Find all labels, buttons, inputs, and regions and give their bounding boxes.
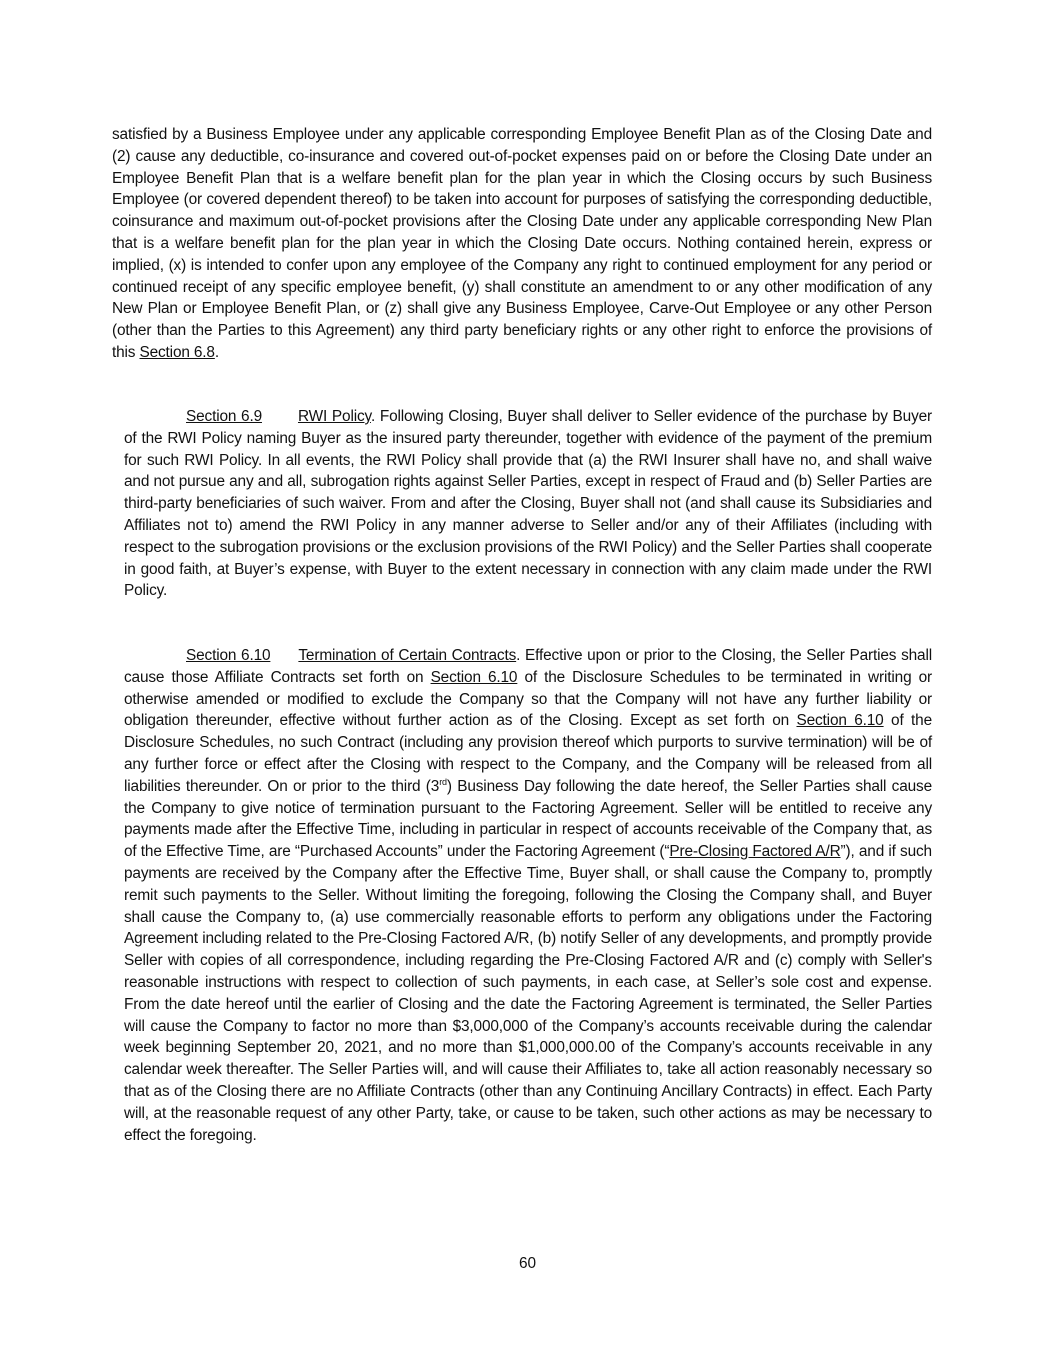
section-title-end: . — [516, 647, 521, 664]
section-title-end: . — [370, 408, 376, 425]
ordinal-superscript: rd — [439, 776, 447, 787]
section-body-part-3: of the Disclosure Schedules, no such Contract (including any provision thereof which purports to survive termination) will be of any further force or effect after the Closing with respect to the Company, and the Company will be released from all liabilities thereunder. On or prior to the third (3 — [124, 712, 933, 795]
section-number: Section 6.10 — [186, 647, 271, 664]
section-6-10-paragraph — [124, 645, 932, 1146]
paragraph-text: satisfied by a Business Employee under any applicable corresponding Employee Benefit Plan as of the Closing Date and (2) cause any deductible, co-insurance and covered out-of-pocket expenses paid on or before the Closing Date under an Employee Benefit Plan that is a welfare benefit plan for the plan year in which the Closing occurs by such Business Employee (or covered dependent thereof) to be taken into account for purposes of satisfying the corresponding deductible, coinsurance and maximum out-of-pocket provisions after the Closing Date under any applicable corresponding New Plan that is a welfare benefit plan for the plan year in which the Closing Date occurs. Nothing contained herein, express or implied, (x) is intended to confer upon any employee of the Company any right to continued employment for any period or continued receipt of any specific employee benefit, (y) shall constitute an amendment to or any other modification of any New Plan or Employee Benefit Plan, or (z) shall give any Business Employee, Carve-Out Employee or any other Person (other than the Parties to this Agreement) any third party beneficiary rights or any other right to enforce the provisions of this — [112, 126, 932, 361]
section-body-part-4: ) Business Day following the date hereof, the Seller Parties shall cause the Company to give notice of termination pursuant to the Factoring Agreement. Seller will be entitled to receive any payments made after the Effective Time, including in particular in respect of accounts receivable of the Company that, as of the Effective Time, are “Purchased Accounts” under the Factoring Agreement (“ — [124, 777, 932, 861]
paragraph-employee-benefits-continued — [112, 124, 932, 364]
section-body-part-2: of the Disclosure Schedules to be terminated in writing or otherwise amended or modified to exclude the Company so that the Company will not have any further liability or obligation thereunder, effective without further action as of the Closing. Except as set forth on — [124, 668, 932, 730]
defined-term-pre-closing-factored-ar: Pre-Closing Factored A/R — [669, 843, 841, 861]
paragraph-end: . — [214, 343, 219, 361]
section-title: RWI Policy — [297, 408, 371, 425]
section-body-part-1: Effective upon or prior to the Closing, the Seller Parties shall cause those Affiliate Contracts set forth on — [124, 647, 932, 686]
section-reference-6-8: Section 6.8 — [139, 343, 215, 361]
section-title: Termination of Certain Contracts — [298, 647, 517, 664]
page-number: 60 — [518, 1255, 537, 1272]
section-number: Section 6.9 — [186, 408, 262, 425]
section-reference-6-10-b: Section 6.10 — [796, 712, 884, 730]
section-reference-6-10-a: Section 6.10 — [430, 668, 518, 686]
section-6-9-paragraph — [124, 406, 932, 602]
section-body-part-5: ”), and if such payments are received by the Company after the Effective Time, Buyer shall, or shall cause the Company to, promptly remit such payments to the Seller. Without limiting the foregoing, following the Closing the Company shall, and Buyer shall cause the Company to, (a) use commercially reasonable efforts to perform any obligations under the Factoring Agreement including related to the Pre-Closing Factored A/R, (b) notify Seller of any developments, and promptly provide Seller with copies of all correspondence, including regarding the Pre-Closing Factored A/R and (c) comply with Seller's reasonable instructions with respect to collection of such payments, in each case, at Seller’s sole cost and expense. From the date hereof until the earlier of Closing and the date the Factoring Agreement is terminated, the Seller Parties will cause the Company to factor no more than $3,000,000 of the Company’s accounts receivable during the calendar week beginning September 20, 2021, and no more than $1,000,000.00 of the Company’s accounts receivable in any calendar week thereafter. The Seller Parties will, and will cause their Affiliates to, take all action reasonably necessary so that as of the Closing there are no Affiliate Contracts (other than any Continuing Ancillary Contracts) in effect. Each Party will, at the reasonable request of any other Party, take, or cause to be taken, such other actions as may be necessary to effect the foregoing. — [124, 843, 932, 1144]
section-body: Following Closing, Buyer shall deliver to Seller evidence of the purchase by Buyer of the RWI Policy naming Buyer as the insured party thereunder, together with evidence of the payment of the premium for such RWI Policy. In all events, the RWI Policy shall provide that (a) the RWI Insurer shall have no, and shall waive and not pursue any and all, subrogation rights against Seller Parties, except in respect of Fraud and (b) Seller Parties are third-party beneficiaries of such waiver. From and after the Closing, Buyer shall not (and shall cause its Subsidiaries and Affiliates not to) amend the RWI Policy in any manner adverse to Seller and/or any of their Affiliates (including with respect to the subrogation provisions or the exclusion provisions of the RWI Policy) and the Seller Parties shall cooperate in good faith, at Buyer’s expense, with Buyer to the extent necessary in connection with any claim made under the RWI Policy. — [124, 408, 933, 600]
